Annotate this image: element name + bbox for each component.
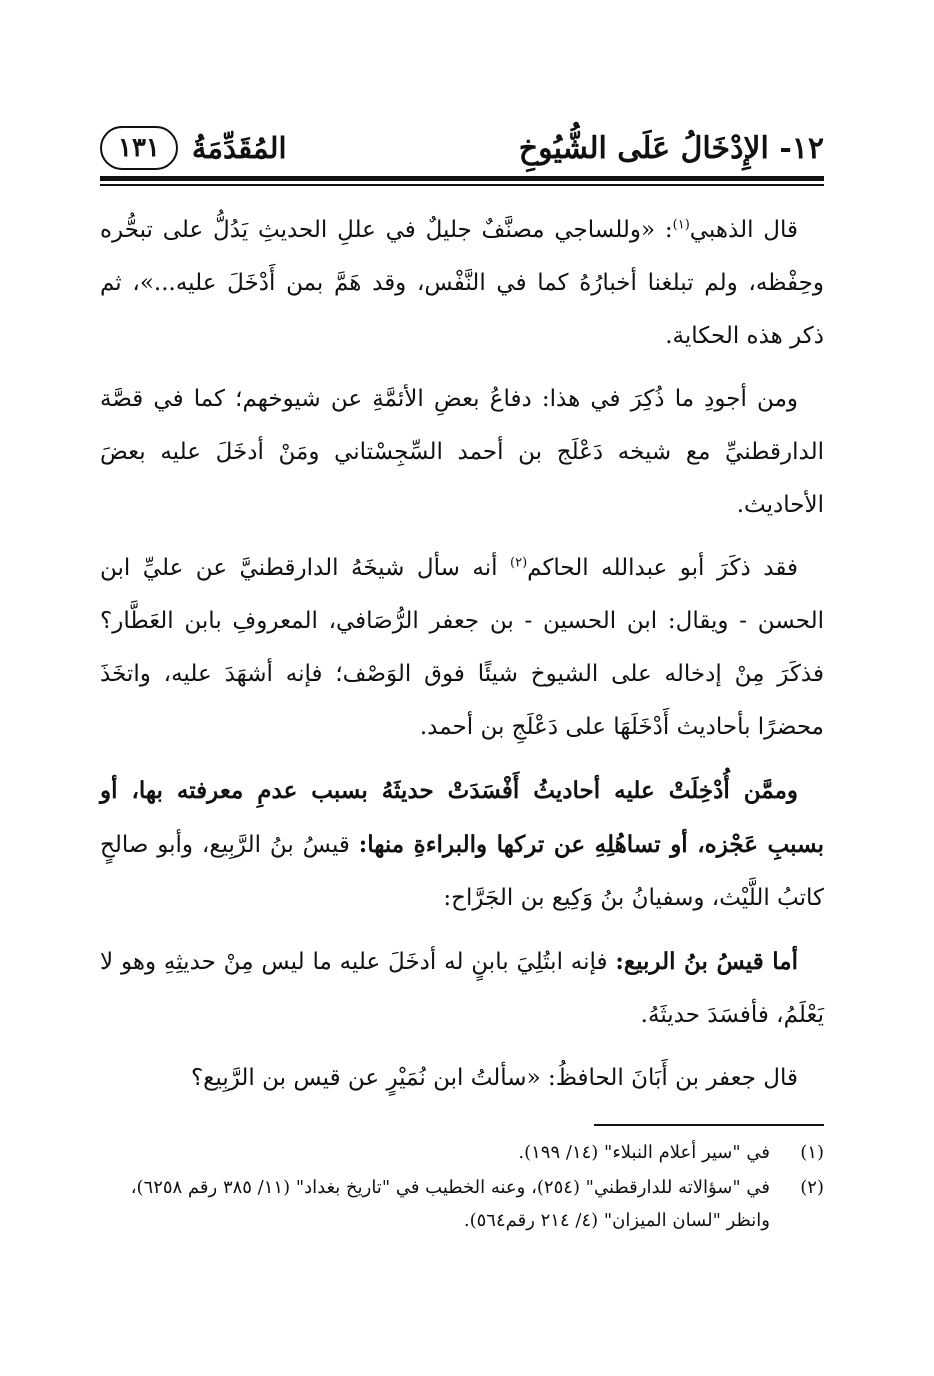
header-left-group: [100, 126, 287, 170]
paragraph-1-text-b: : «وللساجي مصنَّفٌ جليلٌ في عللِ الحديثِ يَدُلُّ على تبحُّره وحِفْظه، ولم تبلغنا أخبارُهُ كما في النَّفْس، وقد هَمَّ بمن أَدْخَلَ عليه...»، ثم ذكر هذه الحكاية.: [100, 217, 824, 349]
header-rule-thick: [100, 176, 824, 181]
footnote-separator: [594, 1124, 824, 1126]
paragraph-5-text: فإنه ابتُلِيَ بابنٍ له أدخَلَ عليه ما ليس مِنْ حديثِهِ وهو لا يَعْلَمُ، فأفسَدَ حديثَهُ.: [100, 949, 824, 1028]
page-number: ١٣١: [100, 126, 178, 170]
footnote-2: [100, 1171, 824, 1237]
paragraph-1-text-a: قال الذهبي: [689, 217, 798, 243]
footnote-1-mark: (١): [800, 1142, 824, 1163]
paragraph-3-text-a: فقد ذكَرَ أبو عبدالله الحاكم: [527, 555, 798, 581]
paragraph-3-text-b: أنه سأل شيخَهُ الدارقطنيَّ عن عليِّ ابن الحسن - ويقال: ابن الحسين - بن جعفر الرُّصَافي، المعروفِ بابن العَطَّار؟ فذكَرَ مِنْ إدخاله على الشيوخ شيئًا فوق الوَصْف؛ فإنه أشهَدَ عليه، واتخَذَ محضرًا بأحاديث أَدْخَلَهَا على دَعْلَجِ بن أحمد.: [100, 555, 824, 740]
footnote-2-text: في "سؤالاته للدارقطني" (٢٥٤)، وعنه الخطيب في "تاريخ بغداد" (١١/ ٣٨٥ رقم ٦٢٥٨)، وانظر "لسان الميزان" (٤/ ٢١٤ رقم٥٦٤).: [130, 1177, 770, 1231]
footnote-1-text: في "سير أعلام النبلاء" (١٤/ ١٩٩).: [518, 1142, 770, 1163]
paragraph-4: [100, 764, 824, 925]
paragraph-5-bold-lead: أما قيسُ بنُ الربيع:: [615, 948, 798, 975]
paragraph-5: [100, 935, 824, 1042]
footnote-ref-1: (١): [672, 217, 690, 233]
paragraph-1: [100, 204, 824, 363]
main-text: [100, 204, 824, 1115]
footnotes: [100, 1136, 824, 1239]
header-rule-thin: [100, 184, 824, 186]
paragraph-2: [100, 373, 824, 532]
paragraph-4-text: قيسُ بنُ الرَّبِيع، وأبو صالحٍ كاتبُ اللَّيْث، وسفيانُ بنُ وَكِيع بن الجَرَّاح:: [100, 832, 824, 911]
paragraph-2-text: ومن أجودِ ما ذُكِرَ في هذا: دفاعُ بعضِ الأئمَّةِ عن شيوخهم؛ كما في قصَّة الدارقطنيِّ مع شيخه دَعْلَج بن أحمد السِّجِسْتاني ومَنْ أدخَلَ عليه بعضَ الأحاديث.: [100, 386, 824, 518]
paragraph-6: [100, 1052, 824, 1105]
paragraph-3: [100, 542, 824, 754]
running-title: ١٢- الإِدْخَالُ عَلَى الشُّيُوخِ: [518, 130, 824, 166]
footnote-2-mark: (٢): [800, 1177, 824, 1198]
footnote-1: [100, 1136, 824, 1169]
page-header: [100, 122, 824, 174]
section-title: المُقَدِّمَةُ: [191, 131, 287, 165]
paragraph-4-bold-text: وممَّن أُدْخِلَتْ عليه أحاديثُ أَفْسَدَتْ حديثَهُ بسبب عدمِ معرفته بها، أو بسببِ عَجْزه، أو تساهُلِهِ عن تركها والبراءةِ منها:: [100, 777, 824, 858]
footnote-ref-2: (٢): [510, 555, 528, 571]
paragraph-6-text: قال جعفر بن أَبَانَ الحافظُ: «سألتُ ابن نُمَيْرٍ عن قيس بن الرَّبِيع؟: [190, 1065, 798, 1091]
